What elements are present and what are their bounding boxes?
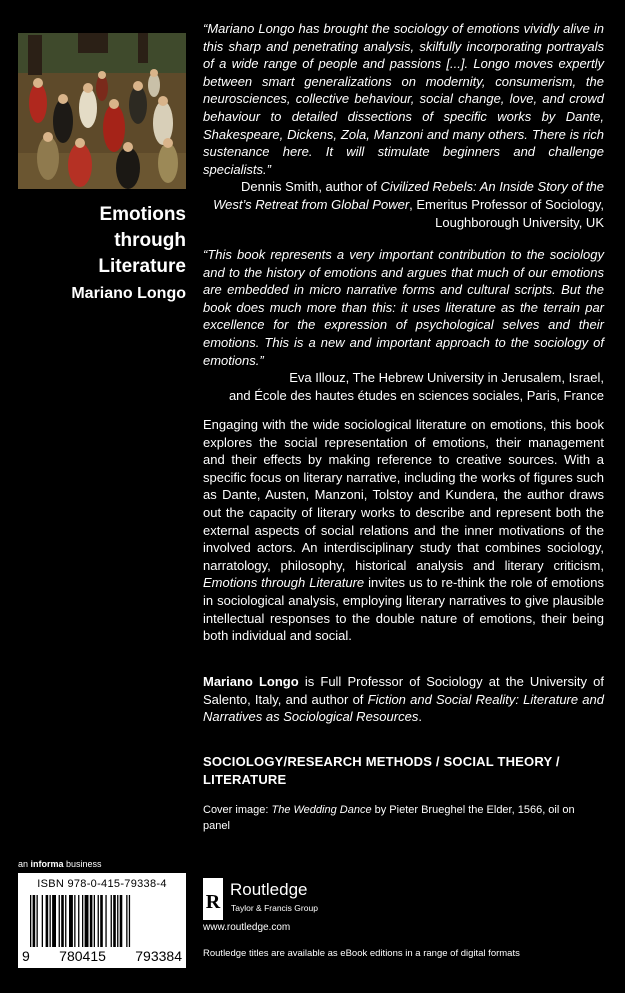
author-bio [203,673,604,726]
description-text: invites us to re-think the role of emotions in sociological analysis, employing literary narratives to give plausible intellectual responses to the double nature of emotions, their being both individual and social. [203,575,604,644]
publisher-name: Routledge [230,880,308,899]
barcode-digits [18,948,186,964]
author-bio-text: . [418,709,422,725]
publisher-group: Taylor & Francis Group [231,903,318,913]
attribution-book-title: Civilized Rebels: An Inside Story of the West’s Retreat from Global Power [213,179,604,212]
publisher-url: www.routledge.com [203,922,291,933]
review-quote: “This book represents a very important contribution to the sociology and to the history of emotions and argues that much of our emotions are embedded in micro narrative forms and cultural scripts. But the book does much more than this: it uses literature as the terrain par excellence for the expression of psychological selves and their emotions. This is a new and important approach to the sociology of emotions.” [203,247,604,368]
routledge-logo-icon [203,878,223,920]
isbn-text: ISBN 978-0-415-79338-4 [37,878,167,890]
attribution-text: , Emeritus Professor of Sociology, Loughborough University, UK [409,196,604,230]
book-title [18,202,186,280]
review-quote: “Mariano Longo has brought the sociology of emotions vividly alive in this sharp and penetrating analysis, skilfully incorporating portrayals of a wide range of people and passions [...]. Longo moves expertly between smart generalizations on modernity, consumerism, the neurosciences, collective behaviour, social change, love, and crowd behaviour to detailed dissections of specific works by Dante, Shakespeare, Dickens, Zola, Manzoni and many others. There is rich sustenance here. It will stimulate beginners and challenge specialists.” [203,21,604,177]
cover-credit [203,802,604,834]
barcode-digit: 9 [22,948,30,964]
book-description [203,416,604,645]
description-text: Engaging with the wide sociological literature on emotions, this book explores the social representation of emotions, their management and their effects by making reference to creative sources. With a specific focus on literary narrative, including the works of figures such as Dante, Austen, Manzoni, Tolstoy and Kundera, the author draws out the capacity of literary works to describe and represent both the external aspects of social relations and the inner motivations of the involved actors. An interdisciplinary study that combines sociology, narratology, philosophy, historical analysis and literary criticism, [203,417,604,573]
book-author: Mariano Longo [71,285,186,302]
book-title-line: Literature [98,256,186,277]
informa-text: business [63,859,102,869]
review-attribution-line: Eva Illouz, The Hebrew University in Jerusalem, Israel, [289,370,604,386]
ebook-note: Routledge titles are available as eBook editions in a range of digital formats [203,948,520,959]
review-attribution [203,178,604,231]
author-bio-paragraph [203,673,604,726]
review-1 [203,20,604,231]
subject-categories: SOCIOLOGY/RESEARCH METHODS / SOCIAL THEORY / LITERATURE [203,754,560,787]
author-bio-name: Mariano Longo [203,674,299,689]
informa-text: an [18,859,31,869]
review-2 [203,246,604,404]
book-title-line: through [114,230,186,251]
cover-credit-text: by Pieter Brueghel the Elder, 1566, oil on panel [203,804,575,832]
author-bio-book: Fiction and Social Reality: Literature and Narratives as Sociological Resources [203,691,604,725]
description-title: Emotions through Literature [203,575,365,591]
isbn-barcode [18,873,186,968]
author-bio-text: is Full Professor of Sociology at the University of Salento, Italy, and author of [203,674,604,707]
barcode-digit: 793384 [135,948,182,964]
logo-letter: R [205,891,221,913]
attribution-text: Dennis Smith, author of [241,179,381,195]
review-attribution-line: and École des hautes études en sciences sociales, Paris, France [228,387,604,403]
cover-credit-title: The Wedding Dance [271,804,372,816]
cover-painting [18,33,186,189]
description-paragraph [203,416,604,645]
informa-brand: informa [30,859,64,869]
barcode-digit: 780415 [59,948,106,964]
informa-note [18,859,102,869]
cover-credit-text: Cover image: [203,804,272,816]
book-title-line: Emotions [99,204,186,225]
barcode-bars [30,895,176,947]
